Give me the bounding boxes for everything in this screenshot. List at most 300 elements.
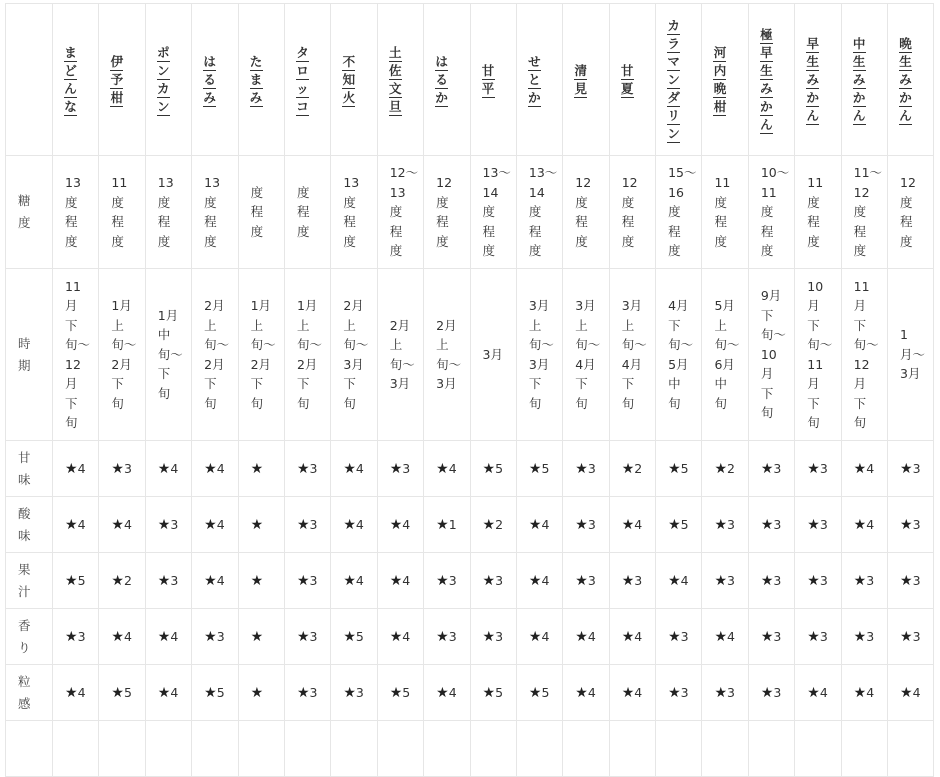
star-icon: ★ [900, 460, 913, 477]
rating-score: 3 [587, 572, 596, 588]
season-cell-text [529, 296, 562, 413]
line: 12 [65, 356, 81, 372]
star-icon: ★ [436, 460, 449, 477]
line: 3月 [528, 298, 550, 313]
star-icon: ★ [343, 684, 356, 701]
line: 程 [111, 214, 124, 229]
char: ッ [296, 80, 309, 96]
rating-score: 2 [123, 572, 132, 588]
texture-rating-cell [145, 665, 191, 721]
char: ン [667, 71, 680, 87]
line: 月 [853, 376, 867, 391]
season-cell [377, 269, 423, 441]
line: 旬 [528, 395, 542, 411]
line: 度 [528, 204, 542, 220]
sugar-cell-text [343, 173, 376, 251]
char: 佐 [388, 62, 402, 78]
star-icon: ★ [900, 628, 913, 645]
season-cell-text [714, 296, 747, 413]
citrus-comparison-table-container [5, 3, 934, 777]
variety-header-cell [656, 4, 702, 156]
char: ど [64, 62, 77, 78]
star-icon: ★ [528, 572, 542, 589]
acidity-rating-cell [795, 497, 841, 553]
line: 度 [853, 243, 867, 259]
line: 度 [621, 194, 635, 210]
aroma-rating-cell [53, 609, 99, 665]
acidity-rating-cell [424, 497, 470, 553]
line: 旬 [296, 395, 310, 411]
acidity-rating-cell [888, 497, 934, 553]
rating-score: 4 [123, 628, 132, 644]
variety-header-cell [470, 4, 516, 156]
star-icon: ★ [111, 572, 124, 589]
empty-cell [238, 721, 284, 777]
rating-score: 4 [587, 628, 596, 644]
star-icon: ★ [343, 572, 356, 589]
star-icon: ★ [482, 572, 496, 589]
sugar-cell-text [390, 163, 423, 261]
rating-score: 4 [170, 684, 179, 700]
sweetness-rating-cell [609, 441, 655, 497]
line: 度 [760, 243, 774, 259]
rating-score: 3 [912, 516, 921, 532]
aroma-rating-cell [377, 609, 423, 665]
line: 月 [807, 376, 820, 391]
sugar-cell [145, 156, 191, 269]
rating-score: 3 [773, 516, 782, 532]
star-icon: ★ [668, 460, 681, 477]
rating-score: 3 [866, 572, 875, 588]
rating-score: 4 [912, 684, 921, 700]
line: 程 [157, 214, 171, 229]
line: 程 [714, 214, 727, 229]
line: 程 [204, 214, 217, 229]
variety-name [342, 53, 376, 107]
juiciness-rating-cell [284, 553, 330, 609]
rating-score: 3 [123, 460, 132, 476]
line: 度 [900, 194, 913, 210]
juiciness-rating-cell [470, 553, 516, 609]
sugar-row [6, 156, 934, 269]
rating-score: 4 [634, 516, 643, 532]
char: 知 [342, 71, 356, 87]
line: 1月 [250, 298, 272, 313]
variety-header-cell [53, 4, 99, 156]
line: 旬 [111, 395, 124, 411]
variety-name [528, 53, 562, 107]
season-cell-text [854, 277, 887, 433]
variety-name [574, 62, 608, 98]
char: ロ [296, 62, 309, 78]
row-label-acidity [6, 497, 53, 553]
acidity-rating-cell [331, 497, 377, 553]
rating-score: 4 [402, 516, 411, 532]
line: 12 [853, 356, 870, 372]
star-icon: ★ [900, 684, 913, 701]
line: 下 [528, 376, 542, 391]
rating-score: 3 [216, 628, 225, 644]
texture-rating-cell [284, 665, 330, 721]
sugar-cell [424, 156, 470, 269]
line: 13〜 [528, 165, 558, 181]
sweetness-rating-cell [888, 441, 934, 497]
rating-score: 5 [355, 628, 364, 644]
juiciness-rating-cell [516, 553, 562, 609]
season-cell-text [343, 296, 376, 413]
line: 下 [807, 395, 820, 411]
line: 下 [853, 317, 867, 333]
rating-score: 3 [819, 460, 828, 476]
sugar-cell [284, 156, 330, 269]
empty-cell [702, 721, 748, 777]
char: 度 [18, 215, 31, 230]
rating-score: 2 [727, 460, 735, 476]
rating-score: 5 [402, 684, 411, 700]
line: 3月 [436, 376, 457, 391]
star-icon: ★ [436, 572, 449, 589]
line: 下 [296, 376, 310, 391]
char: マ [667, 53, 680, 69]
rating-score: 3 [587, 516, 596, 532]
star-icon: ★ [482, 684, 496, 701]
rating-score: 4 [541, 516, 550, 532]
aroma-rating-cell [563, 609, 609, 665]
line: 下 [204, 376, 217, 391]
line: 程 [621, 214, 635, 229]
sugar-cell [795, 156, 841, 269]
texture-rating-cell [795, 665, 841, 721]
line: 旬 [250, 395, 264, 411]
season-cell-text [158, 306, 191, 404]
char: 柑 [713, 98, 727, 114]
line: 旬〜 [65, 337, 91, 352]
char: 極 [760, 26, 773, 42]
variety-name [157, 44, 191, 116]
variety-header-cell [748, 4, 794, 156]
line: 度 [111, 194, 124, 210]
line: 度 [760, 204, 774, 220]
rating-score: 3 [912, 572, 921, 588]
star-icon: ★ [157, 628, 171, 645]
star-icon: ★ [482, 628, 496, 645]
texture-rating-cell [470, 665, 516, 721]
rating-score: 5 [680, 460, 689, 476]
char: み [852, 71, 866, 87]
char: 夏 [620, 80, 634, 96]
star-icon: ★ [807, 460, 820, 477]
line: 4月 [575, 356, 596, 372]
sugar-cell-text [854, 163, 887, 261]
aroma-row [6, 609, 934, 665]
variety-name [296, 44, 330, 116]
variety-header-cell [145, 4, 191, 156]
sweetness-rating-cell [563, 441, 609, 497]
line: 3月 [621, 298, 643, 313]
line: 下 [760, 307, 774, 323]
char: ん [64, 80, 77, 96]
line: 上 [204, 317, 217, 333]
juiciness-rating-cell [192, 553, 238, 609]
char: せ [528, 53, 541, 69]
star-icon: ★ [389, 460, 403, 477]
char: 見 [574, 80, 588, 96]
star-icon: ★ [714, 516, 728, 533]
acidity-rating-cell [563, 497, 609, 553]
char: と [528, 71, 541, 87]
line: 1月 [296, 298, 318, 313]
juiciness-rating-cell [331, 553, 377, 609]
sweetness-rating-cell [99, 441, 145, 497]
season-cell [609, 269, 655, 441]
line: 旬〜 [389, 356, 415, 372]
rating-score: 4 [355, 572, 364, 588]
sweetness-rating-cell [702, 441, 748, 497]
char: 甘 [620, 62, 634, 78]
line: 度 [157, 194, 171, 210]
line: 2月 [436, 317, 457, 333]
line: 程 [343, 214, 356, 229]
line: 度 [807, 194, 820, 210]
variety-header-cell [377, 4, 423, 156]
rating-score: 4 [170, 460, 179, 476]
line: 度 [714, 233, 727, 249]
acidity-rating-cell [377, 497, 423, 553]
char: 内 [713, 62, 727, 78]
aroma-rating-cell [99, 609, 145, 665]
rating-score: 3 [170, 572, 179, 588]
rating-score: 3 [355, 684, 364, 700]
char: ン [157, 98, 170, 114]
empty-cell [377, 721, 423, 777]
texture-rating-cell [516, 665, 562, 721]
line: 度 [65, 194, 78, 210]
empty-cell [53, 721, 99, 777]
line: 14 [528, 184, 545, 200]
row-label-juiciness [6, 553, 53, 609]
juiciness-rating-cell [53, 553, 99, 609]
empty-cell [192, 721, 238, 777]
texture-rating-cell [656, 665, 702, 721]
line: 旬 [807, 415, 820, 430]
line: 1月 [157, 307, 179, 323]
char: ま [249, 71, 263, 87]
empty-cell [424, 721, 470, 777]
texture-rating-cell [238, 665, 284, 721]
rating-score: 3 [634, 572, 643, 588]
line: 3月 [343, 356, 364, 372]
star-icon: ★ [668, 572, 681, 589]
sweetness-rating-cell [841, 441, 887, 497]
line: 月 [65, 298, 78, 313]
line: 度 [250, 223, 264, 239]
aroma-rating-cell [609, 609, 655, 665]
rating-score: 4 [727, 628, 735, 644]
line: 11 [760, 184, 777, 200]
star-icon: ★ [204, 516, 217, 533]
star-icon: ★ [621, 684, 635, 701]
aroma-rating-cell [470, 609, 516, 665]
line: 10 [760, 346, 777, 362]
season-cell-text [575, 296, 608, 413]
line: 度 [714, 194, 727, 210]
line: 11 [65, 278, 81, 294]
acidity-rating-cell [748, 497, 794, 553]
variety-header-cell [563, 4, 609, 156]
rating-score: 3 [309, 572, 318, 588]
season-row [6, 269, 934, 441]
line: 度 [389, 243, 403, 259]
aroma-rating-cell [331, 609, 377, 665]
rating-score: 5 [216, 684, 225, 700]
char: な [64, 98, 77, 114]
line: 度 [250, 184, 264, 200]
star-icon: ★ [575, 628, 588, 645]
line: 11 [111, 175, 128, 190]
sugar-cell [516, 156, 562, 269]
rating-score: 3 [402, 460, 411, 476]
char: み [760, 80, 773, 96]
rating-score: 4 [866, 516, 875, 532]
line: 度 [575, 233, 588, 249]
char: 早 [806, 35, 819, 51]
star-icon: ★ [621, 516, 635, 533]
line: 下 [157, 366, 171, 382]
char: 伊 [110, 53, 124, 69]
rating-score: 3 [866, 628, 875, 644]
line: 下 [250, 376, 264, 391]
star-icon: ★ [482, 516, 496, 533]
char: 生 [899, 53, 912, 69]
char: る [203, 71, 216, 87]
sweetness-rating-cell [424, 441, 470, 497]
line: 月 [853, 298, 867, 313]
star-icon: ★ [389, 572, 403, 589]
texture-rating-cell [99, 665, 145, 721]
char: 旦 [388, 98, 402, 114]
rating-score: 4 [819, 684, 828, 700]
empty-cell [470, 721, 516, 777]
rating-score: 4 [866, 460, 875, 476]
line: 旬 [621, 395, 635, 411]
acidity-rating-cell [702, 497, 748, 553]
acidity-rating-cell [609, 497, 655, 553]
season-cell-text [807, 277, 840, 433]
star-icon: ★ [760, 572, 774, 589]
variety-name [621, 62, 655, 98]
char: 平 [481, 80, 495, 96]
rating-score: 5 [495, 460, 504, 476]
season-cell-text [65, 277, 98, 433]
star-icon: ★ [807, 684, 820, 701]
empty-cell [888, 721, 934, 777]
rating-score: 3 [912, 460, 921, 476]
char: か [760, 98, 773, 114]
sugar-cell-text [575, 173, 608, 251]
line: 3月 [482, 346, 503, 362]
rating-score: 4 [402, 572, 411, 588]
star-icon: ★ [668, 516, 681, 533]
sugar-cell [377, 156, 423, 269]
char: タ [296, 44, 309, 60]
aroma-rating-cell [284, 609, 330, 665]
char: か [435, 89, 448, 105]
season-cell [563, 269, 609, 441]
char: か [899, 89, 912, 105]
char: か [852, 89, 866, 105]
rating-score: 5 [541, 684, 550, 700]
star-icon: ★ [389, 684, 403, 701]
line: 1 [900, 327, 908, 343]
star-icon: ★ [250, 572, 264, 589]
char: 生 [852, 53, 866, 69]
sugar-cell-text [714, 173, 747, 251]
empty-cell [609, 721, 655, 777]
variety-name [760, 26, 794, 134]
sugar-cell [53, 156, 99, 269]
sugar-cell [99, 156, 145, 269]
line: 10 [807, 278, 824, 294]
variety-name [806, 35, 840, 125]
sugar-cell-text [807, 173, 840, 251]
acidity-rating-cell [192, 497, 238, 553]
rating-score: 5 [495, 684, 504, 700]
char: 生 [806, 53, 819, 69]
line: 下 [853, 395, 867, 411]
line: 程 [436, 214, 449, 229]
line: 度 [528, 243, 542, 259]
season-cell-text [251, 296, 284, 413]
rating-score: 3 [773, 628, 782, 644]
texture-rating-cell [702, 665, 748, 721]
rating-score: 4 [170, 628, 179, 644]
char: か [528, 89, 541, 105]
star-icon: ★ [436, 516, 449, 533]
line: 度 [482, 243, 496, 259]
line: 3月 [528, 356, 550, 372]
rating-score: 4 [402, 628, 411, 644]
variety-name [110, 53, 144, 107]
empty-cell [331, 721, 377, 777]
sugar-cell-text [65, 173, 98, 251]
star-icon: ★ [250, 460, 264, 477]
line: 13 [157, 175, 174, 190]
empty-cell [145, 721, 191, 777]
rating-score: 4 [355, 460, 364, 476]
sugar-cell-text [436, 173, 469, 251]
char: 果 [18, 561, 31, 577]
variety-name [250, 53, 284, 107]
juiciness-rating-cell [888, 553, 934, 609]
star-icon: ★ [157, 516, 171, 533]
line: 2月 [389, 317, 411, 333]
line: 旬〜 [528, 337, 554, 352]
char: り [18, 639, 31, 655]
star-icon: ★ [575, 572, 588, 589]
rating-score: 4 [634, 628, 643, 644]
star-icon: ★ [528, 516, 542, 533]
sugar-cell [888, 156, 934, 269]
line: 12 [900, 175, 916, 190]
row-label-text [18, 447, 52, 491]
char: ダ [667, 89, 680, 105]
rating-score: 3 [773, 572, 782, 588]
sugar-cell [609, 156, 655, 269]
juiciness-rating-cell [656, 553, 702, 609]
line: 下 [668, 317, 681, 333]
line: 旬〜 [111, 337, 137, 352]
texture-rating-cell [331, 665, 377, 721]
